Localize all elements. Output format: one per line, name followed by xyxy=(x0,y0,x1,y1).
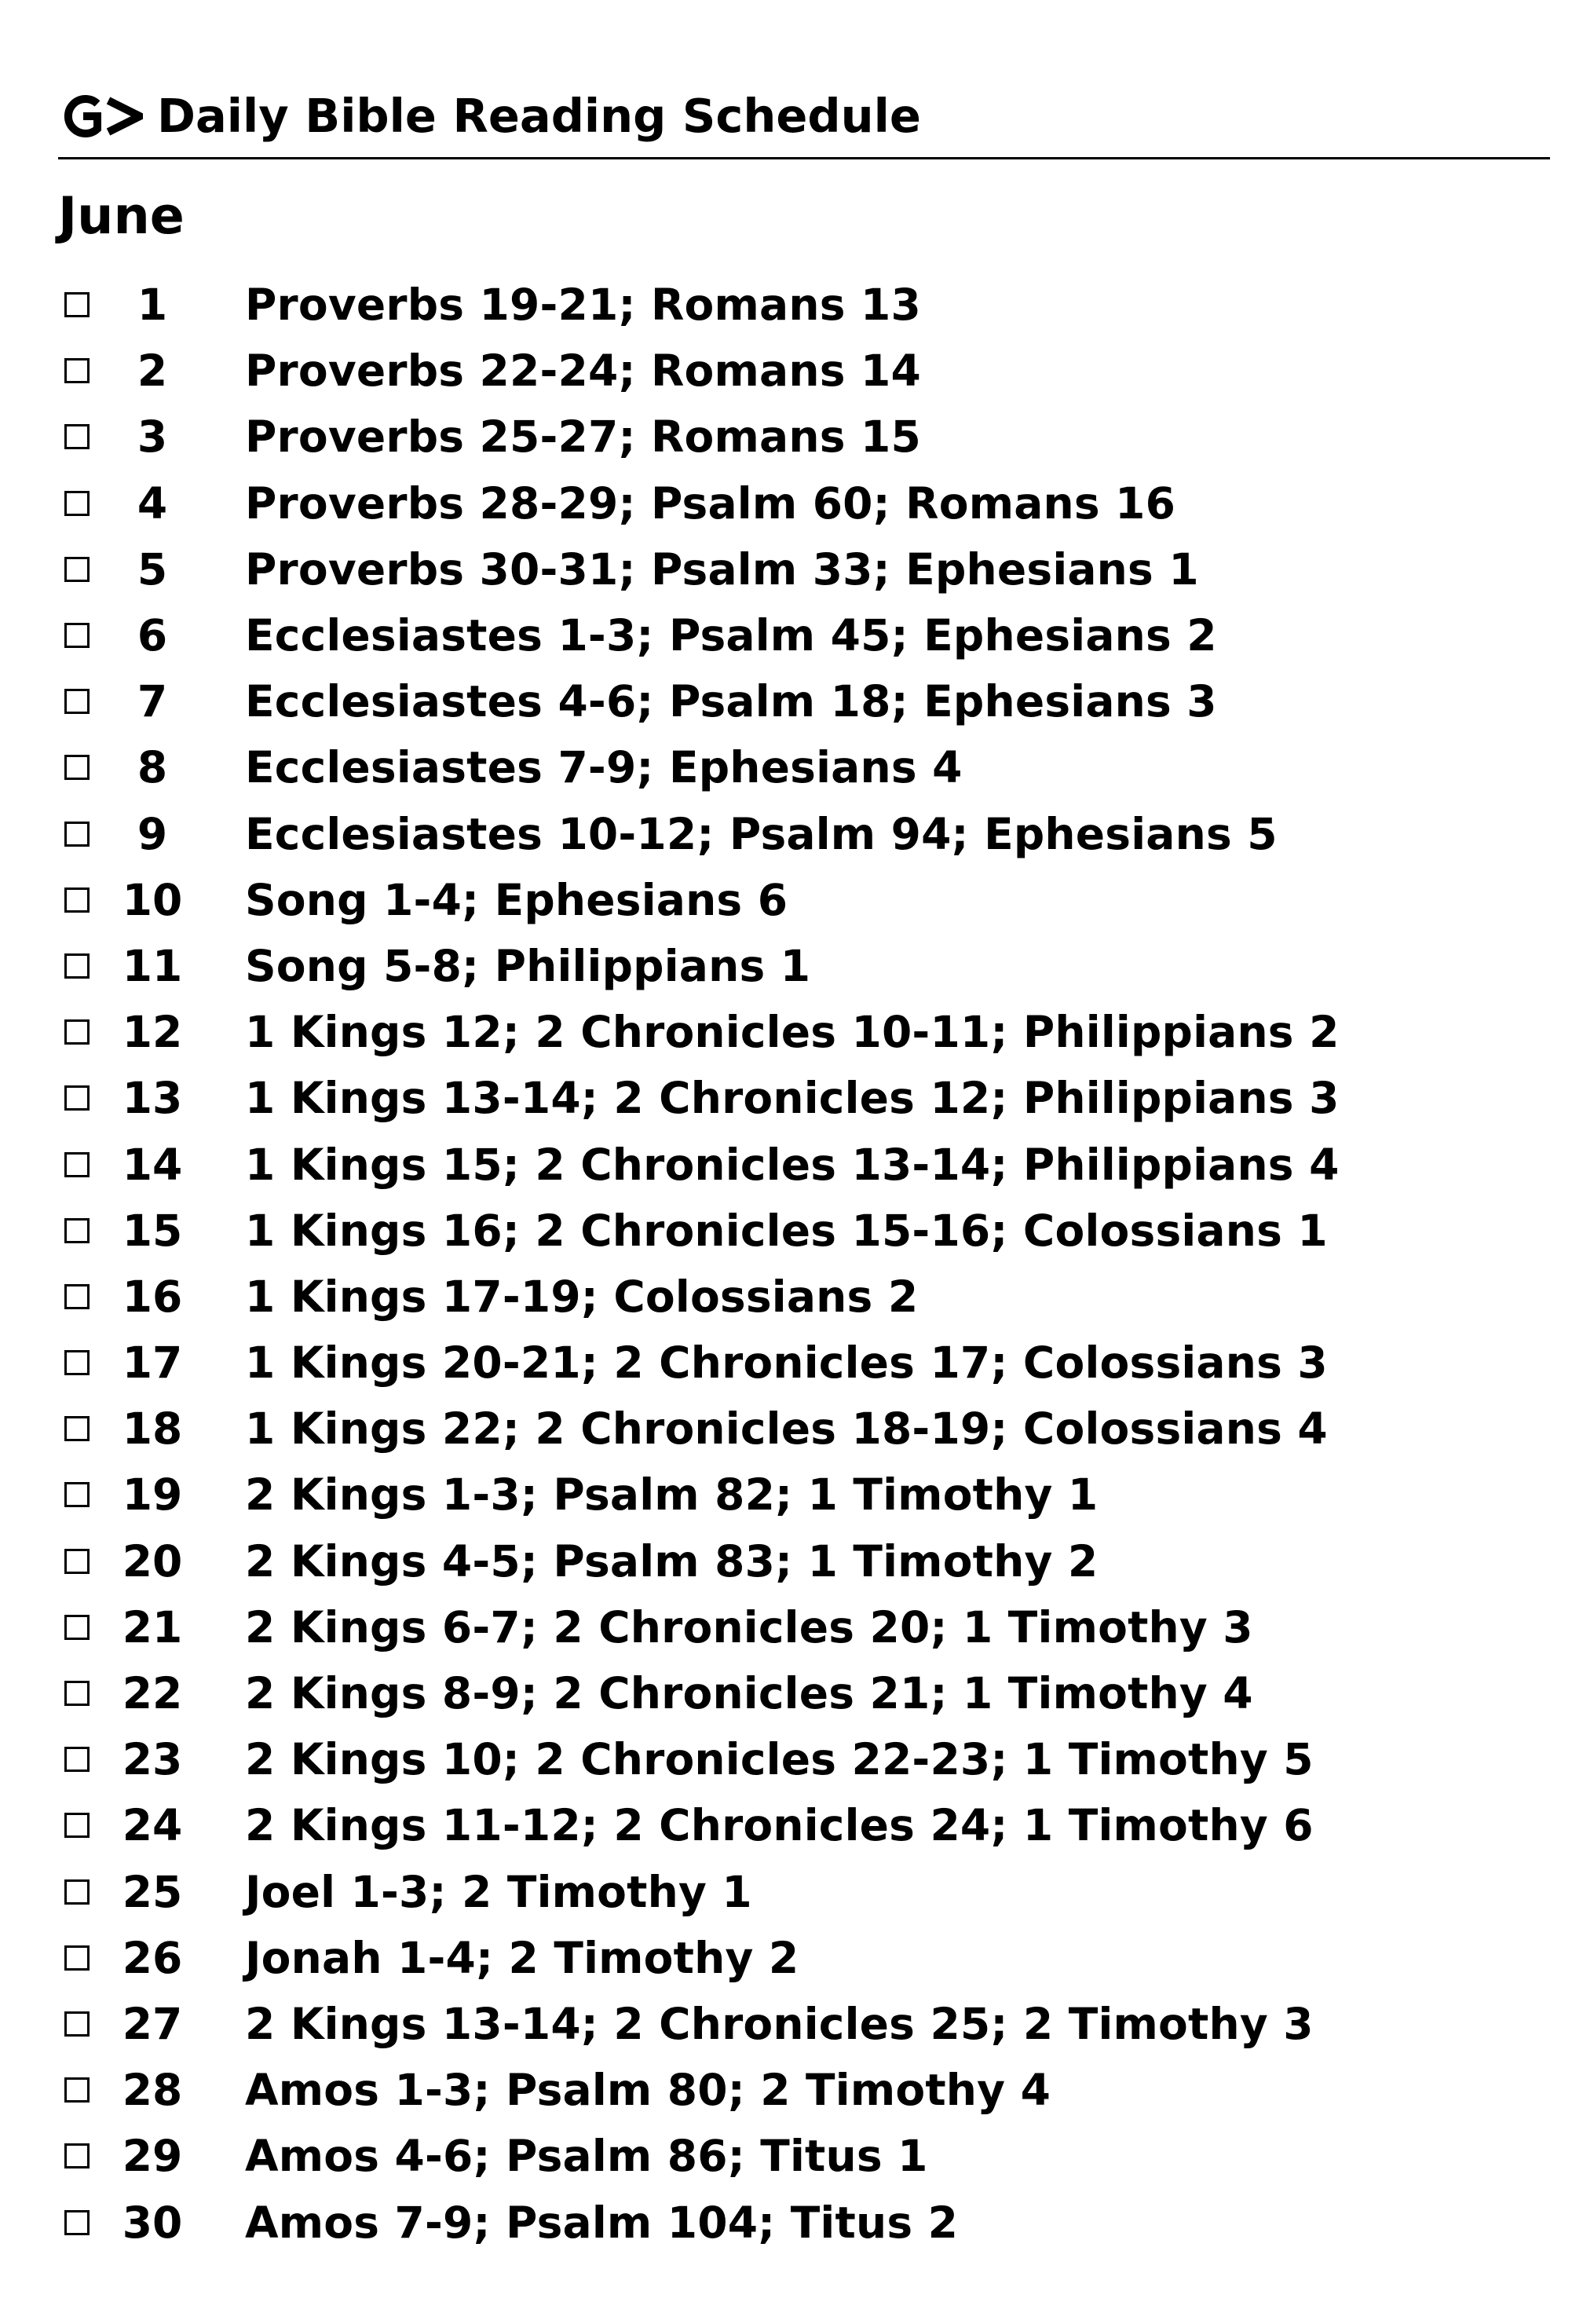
day-number: 4 xyxy=(137,478,168,529)
day-checkbox[interactable] xyxy=(64,1615,90,1640)
day-number: 28 xyxy=(122,2065,183,2116)
day-number: 15 xyxy=(122,1205,183,1256)
day-checkbox[interactable] xyxy=(64,1152,90,1177)
day-checkbox[interactable] xyxy=(64,1284,90,1309)
day-number: 5 xyxy=(137,543,168,595)
header-divider xyxy=(58,157,1550,159)
reading-passages: 1 Kings 16; 2 Chronicles 15-16; Colossians 1 xyxy=(245,1205,1328,1256)
reading-passages: Proverbs 25-27; Romans 15 xyxy=(245,412,921,463)
day-checkbox[interactable] xyxy=(64,1879,90,1905)
reading-row xyxy=(58,2189,1550,2255)
day-number: 21 xyxy=(122,1601,183,1652)
day-number: 1 xyxy=(137,280,168,331)
page-header xyxy=(58,85,1550,148)
day-checkbox[interactable] xyxy=(64,2011,90,2037)
reading-row xyxy=(58,1131,1550,1197)
reading-passages: 2 Kings 6-7; 2 Chronicles 20; 1 Timothy 3 xyxy=(245,1601,1253,1652)
reading-passages: 1 Kings 22; 2 Chronicles 18-19; Colossians 4 xyxy=(245,1404,1328,1455)
reading-list xyxy=(58,272,1550,2256)
day-number: 17 xyxy=(122,1338,183,1389)
reading-passages: 1 Kings 15; 2 Chronicles 13-14; Philippians 4 xyxy=(245,1139,1340,1190)
reading-passages: Ecclesiastes 10-12; Psalm 94; Ephesians 5 xyxy=(245,808,1278,859)
reading-passages: 1 Kings 12; 2 Chronicles 10-11; Philippians 2 xyxy=(245,1007,1340,1058)
day-checkbox[interactable] xyxy=(64,491,90,516)
reading-row xyxy=(58,1726,1550,1792)
day-checkbox[interactable] xyxy=(64,953,90,979)
day-checkbox[interactable] xyxy=(64,689,90,714)
reading-row xyxy=(58,1198,1550,1264)
day-number: 27 xyxy=(122,1998,183,2049)
reading-row xyxy=(58,801,1550,867)
day-checkbox[interactable] xyxy=(64,1549,90,1574)
reading-row xyxy=(58,470,1550,536)
day-checkbox[interactable] xyxy=(64,557,90,582)
day-checkbox[interactable] xyxy=(64,1085,90,1111)
reading-row xyxy=(58,1991,1550,2057)
reading-passages: 2 Kings 1-3; Psalm 82; 1 Timothy 1 xyxy=(245,1469,1099,1521)
day-checkbox[interactable] xyxy=(64,623,90,648)
reading-row xyxy=(58,668,1550,734)
day-checkbox[interactable] xyxy=(64,1218,90,1243)
reading-row xyxy=(58,2057,1550,2123)
day-number: 10 xyxy=(122,874,183,925)
reading-passages: Ecclesiastes 7-9; Ephesians 4 xyxy=(245,742,963,793)
day-number: 13 xyxy=(122,1073,183,1124)
day-number: 16 xyxy=(122,1271,183,1322)
schedule-page xyxy=(58,85,1550,2248)
reading-passages: Song 1-4; Ephesians 6 xyxy=(245,874,788,925)
day-checkbox[interactable] xyxy=(64,1416,90,1441)
reading-passages: Ecclesiastes 4-6; Psalm 18; Ephesians 3 xyxy=(245,676,1217,727)
day-checkbox[interactable] xyxy=(64,2143,90,2168)
reading-passages: Song 5-8; Philippians 1 xyxy=(245,940,811,991)
day-number: 3 xyxy=(137,412,168,463)
day-number: 8 xyxy=(137,742,168,793)
reading-row xyxy=(58,272,1550,338)
day-checkbox[interactable] xyxy=(64,1681,90,1706)
reading-passages: 2 Kings 11-12; 2 Chronicles 24; 1 Timothy 6 xyxy=(245,1800,1314,1851)
day-number: 22 xyxy=(122,1668,183,1719)
day-checkbox[interactable] xyxy=(64,888,90,913)
reading-row xyxy=(58,1528,1550,1594)
reading-row xyxy=(58,1792,1550,1858)
reading-row xyxy=(58,1859,1550,1925)
reading-row xyxy=(58,1264,1550,1330)
gospel-logo-icon xyxy=(58,85,146,148)
day-checkbox[interactable] xyxy=(64,822,90,847)
reading-passages: Proverbs 30-31; Psalm 33; Ephesians 1 xyxy=(245,543,1199,595)
reading-passages: Amos 7-9; Psalm 104; Titus 2 xyxy=(245,2197,959,2248)
reading-row xyxy=(58,999,1550,1065)
reading-row xyxy=(58,1396,1550,1462)
reading-row xyxy=(58,734,1550,800)
reading-row xyxy=(58,1065,1550,1131)
day-number: 7 xyxy=(137,676,168,727)
reading-row xyxy=(58,404,1550,470)
reading-row xyxy=(58,933,1550,999)
day-number: 14 xyxy=(122,1139,183,1190)
reading-row xyxy=(58,1594,1550,1660)
day-number: 20 xyxy=(122,1535,183,1587)
day-number: 26 xyxy=(122,1932,183,1983)
day-number: 19 xyxy=(122,1469,183,1521)
day-number: 29 xyxy=(122,2131,183,2182)
reading-passages: Proverbs 22-24; Romans 14 xyxy=(245,346,921,397)
month-heading: June xyxy=(58,187,185,246)
day-number: 9 xyxy=(137,808,168,859)
day-checkbox[interactable] xyxy=(64,1813,90,1838)
reading-passages: Jonah 1-4; 2 Timothy 2 xyxy=(245,1932,799,1983)
reading-passages: Proverbs 19-21; Romans 13 xyxy=(245,280,921,331)
reading-row xyxy=(58,536,1550,602)
reading-row xyxy=(58,867,1550,933)
page-title: Daily Bible Reading Schedule xyxy=(157,89,921,143)
reading-row xyxy=(58,338,1550,404)
day-checkbox[interactable] xyxy=(64,292,90,317)
day-checkbox[interactable] xyxy=(64,1350,90,1375)
day-checkbox[interactable] xyxy=(64,424,90,449)
reading-passages: 2 Kings 13-14; 2 Chronicles 25; 2 Timothy 3 xyxy=(245,1998,1314,2049)
day-checkbox[interactable] xyxy=(64,1019,90,1045)
reading-passages: 2 Kings 10; 2 Chronicles 22-23; 1 Timothy 5 xyxy=(245,1734,1314,1785)
day-number: 24 xyxy=(122,1800,183,1851)
day-checkbox[interactable] xyxy=(64,755,90,780)
reading-passages: Proverbs 28-29; Psalm 60; Romans 16 xyxy=(245,478,1176,529)
reading-row xyxy=(58,1660,1550,1726)
reading-passages: 2 Kings 4-5; Psalm 83; 1 Timothy 2 xyxy=(245,1535,1099,1587)
reading-row xyxy=(58,602,1550,668)
day-number: 12 xyxy=(122,1007,183,1058)
day-number: 11 xyxy=(122,940,183,991)
reading-passages: 2 Kings 8-9; 2 Chronicles 21; 1 Timothy 4 xyxy=(245,1668,1253,1719)
day-number: 23 xyxy=(122,1734,183,1785)
day-checkbox[interactable] xyxy=(64,358,90,383)
day-number: 25 xyxy=(122,1866,183,1917)
reading-passages: 1 Kings 13-14; 2 Chronicles 12; Philippians 3 xyxy=(245,1073,1340,1124)
reading-row xyxy=(58,1330,1550,1396)
reading-passages: 1 Kings 17-19; Colossians 2 xyxy=(245,1271,919,1322)
reading-row xyxy=(58,1925,1550,1991)
day-number: 30 xyxy=(122,2197,183,2248)
day-number: 18 xyxy=(122,1404,183,1455)
day-checkbox[interactable] xyxy=(64,2077,90,2103)
reading-row xyxy=(58,2123,1550,2189)
reading-passages: 1 Kings 20-21; 2 Chronicles 17; Colossians 3 xyxy=(245,1338,1328,1389)
reading-passages: Amos 4-6; Psalm 86; Titus 1 xyxy=(245,2131,928,2182)
day-checkbox[interactable] xyxy=(64,1482,90,1507)
day-number: 2 xyxy=(137,346,168,397)
day-checkbox[interactable] xyxy=(64,1945,90,1971)
reading-passages: Joel 1-3; 2 Timothy 1 xyxy=(245,1866,752,1917)
reading-passages: Amos 1-3; Psalm 80; 2 Timothy 4 xyxy=(245,2065,1051,2116)
day-checkbox[interactable] xyxy=(64,2210,90,2235)
day-checkbox[interactable] xyxy=(64,1747,90,1772)
day-number: 6 xyxy=(137,610,168,661)
reading-row xyxy=(58,1462,1550,1528)
reading-passages: Ecclesiastes 1-3; Psalm 45; Ephesians 2 xyxy=(245,610,1217,661)
